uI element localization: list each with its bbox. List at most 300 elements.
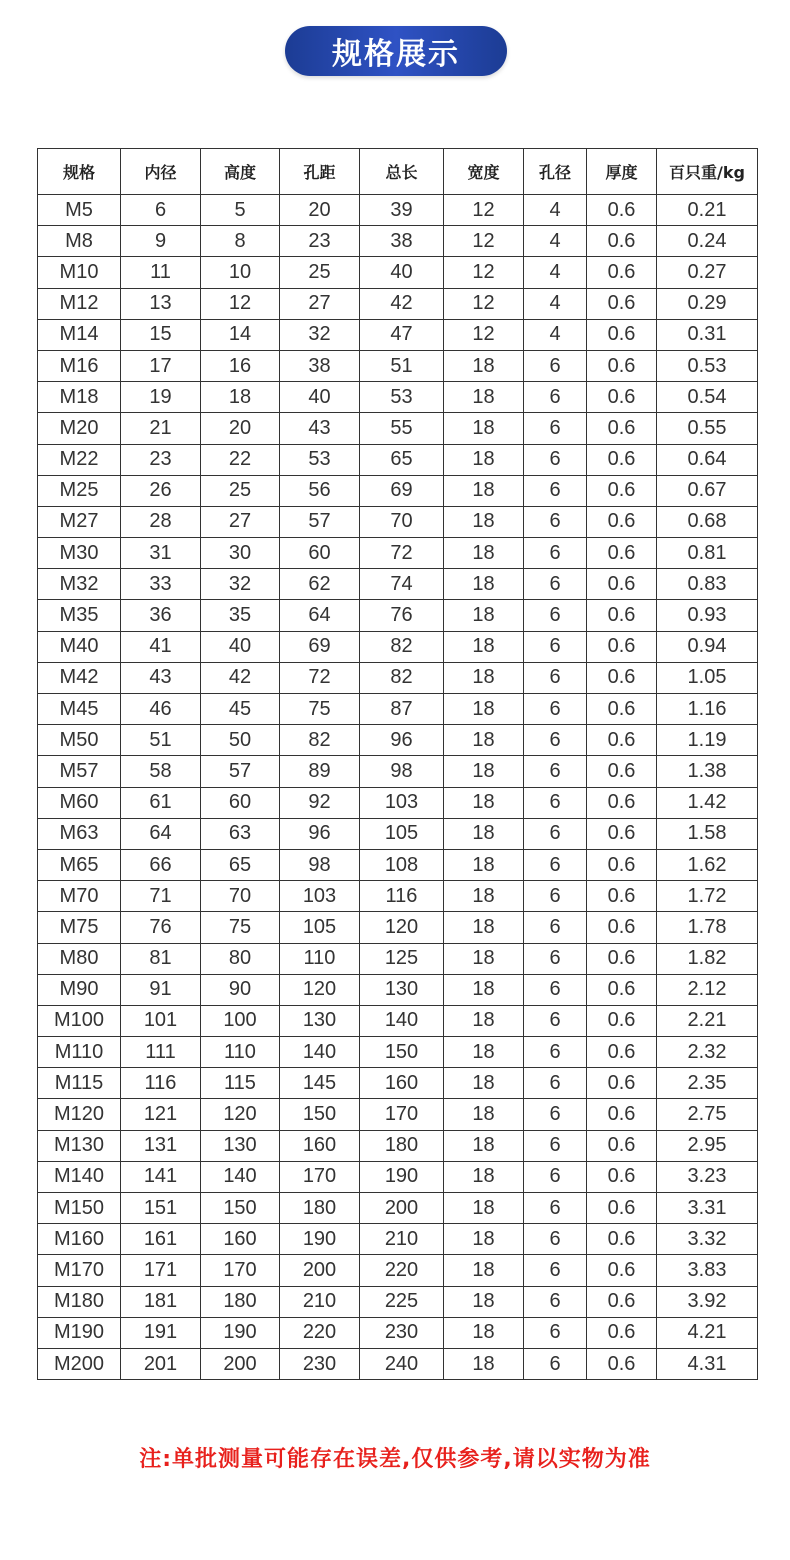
table-cell: 6 — [524, 1193, 587, 1224]
table-cell: 0.27 — [657, 257, 758, 288]
table-cell: 10 — [201, 257, 280, 288]
table-cell: 3.83 — [657, 1255, 758, 1286]
table-cell: 35 — [201, 600, 280, 631]
column-header: 内径 — [121, 149, 201, 195]
table-cell: M100 — [38, 1005, 121, 1036]
table-cell: M18 — [38, 382, 121, 413]
table-cell: M8 — [38, 226, 121, 257]
table-cell: 76 — [121, 912, 201, 943]
table-cell: 42 — [201, 662, 280, 693]
table-cell: 3.23 — [657, 1161, 758, 1192]
table-cell: 0.6 — [587, 257, 657, 288]
table-cell: 1.58 — [657, 818, 758, 849]
table-cell: 18 — [444, 1005, 524, 1036]
table-body — [38, 195, 758, 1380]
table-cell: 80 — [201, 943, 280, 974]
table-row — [38, 569, 758, 600]
table-row — [38, 1317, 758, 1348]
table-cell: 18 — [444, 350, 524, 381]
table-cell: 4 — [524, 319, 587, 350]
table-cell: 1.38 — [657, 756, 758, 787]
table-cell: 0.6 — [587, 1317, 657, 1348]
table-cell: 4.31 — [657, 1348, 758, 1379]
table-cell: 0.6 — [587, 288, 657, 319]
table-cell: 210 — [280, 1286, 360, 1317]
table-cell: M30 — [38, 538, 121, 569]
table-cell: 150 — [201, 1193, 280, 1224]
table-row — [38, 1068, 758, 1099]
table-cell: 6 — [524, 475, 587, 506]
table-cell: 0.6 — [587, 444, 657, 475]
table-cell: M63 — [38, 818, 121, 849]
table-cell: 6 — [524, 1286, 587, 1317]
table-cell: 38 — [280, 350, 360, 381]
column-header: 宽度 — [444, 149, 524, 195]
table-cell: 111 — [121, 1037, 201, 1068]
table-cell: 72 — [280, 662, 360, 693]
table-cell: 190 — [360, 1161, 444, 1192]
table-row — [38, 631, 758, 662]
table-cell: 18 — [444, 1255, 524, 1286]
table-cell: 4 — [524, 257, 587, 288]
table-cell: 75 — [201, 912, 280, 943]
table-cell: 0.93 — [657, 600, 758, 631]
table-cell: 40 — [360, 257, 444, 288]
table-cell: 120 — [360, 912, 444, 943]
table-cell: M70 — [38, 881, 121, 912]
table-cell: 70 — [201, 881, 280, 912]
table-cell: 56 — [280, 475, 360, 506]
table-cell: 25 — [280, 257, 360, 288]
table-cell: 2.32 — [657, 1037, 758, 1068]
table-cell: 0.6 — [587, 569, 657, 600]
table-cell: 0.6 — [587, 413, 657, 444]
table-cell: 201 — [121, 1348, 201, 1379]
table-row — [38, 257, 758, 288]
table-cell: M45 — [38, 694, 121, 725]
table-cell: 0.6 — [587, 475, 657, 506]
table-row — [38, 943, 758, 974]
table-row — [38, 1224, 758, 1255]
table-cell: 23 — [280, 226, 360, 257]
table-cell: 0.31 — [657, 319, 758, 350]
table-cell: 115 — [201, 1068, 280, 1099]
table-cell: 145 — [280, 1068, 360, 1099]
table-cell: 26 — [121, 475, 201, 506]
table-cell: 1.72 — [657, 881, 758, 912]
table-cell: 69 — [360, 475, 444, 506]
table-cell: 6 — [524, 382, 587, 413]
table-cell: M22 — [38, 444, 121, 475]
table-cell: 81 — [121, 943, 201, 974]
table-cell: 51 — [121, 725, 201, 756]
table-cell: 190 — [201, 1317, 280, 1348]
table-cell: 230 — [280, 1348, 360, 1379]
table-cell: 0.6 — [587, 725, 657, 756]
table-row — [38, 382, 758, 413]
table-cell: 180 — [280, 1193, 360, 1224]
table-row — [38, 1161, 758, 1192]
table-cell: 105 — [360, 818, 444, 849]
table-row — [38, 1193, 758, 1224]
table-cell: M75 — [38, 912, 121, 943]
table-cell: 18 — [444, 1037, 524, 1068]
table-row — [38, 1099, 758, 1130]
table-cell: 160 — [201, 1224, 280, 1255]
table-cell: 0.6 — [587, 382, 657, 413]
table-cell: 0.6 — [587, 1193, 657, 1224]
table-cell: 57 — [201, 756, 280, 787]
table-cell: 18 — [444, 569, 524, 600]
column-header: 孔距 — [280, 149, 360, 195]
table-cell: 0.6 — [587, 1037, 657, 1068]
table-cell: 6 — [524, 943, 587, 974]
table-cell: 74 — [360, 569, 444, 600]
table-cell: 0.53 — [657, 350, 758, 381]
table-cell: 220 — [280, 1317, 360, 1348]
table-cell: 89 — [280, 756, 360, 787]
table-row — [38, 350, 758, 381]
table-row — [38, 538, 758, 569]
table-cell: M140 — [38, 1161, 121, 1192]
table-cell: M150 — [38, 1193, 121, 1224]
table-cell: 12 — [444, 288, 524, 319]
table-cell: 6 — [524, 1130, 587, 1161]
table-row — [38, 818, 758, 849]
table-row — [38, 1005, 758, 1036]
table-cell: 3.32 — [657, 1224, 758, 1255]
table-cell: 240 — [360, 1348, 444, 1379]
table-cell: 14 — [201, 319, 280, 350]
table-cell: 11 — [121, 257, 201, 288]
table-cell: 6 — [524, 350, 587, 381]
table-cell: 105 — [280, 912, 360, 943]
table-cell: 96 — [280, 818, 360, 849]
table-cell: M27 — [38, 506, 121, 537]
table-cell: 0.21 — [657, 195, 758, 226]
table-row — [38, 600, 758, 631]
table-cell: 0.6 — [587, 600, 657, 631]
table-cell: 0.6 — [587, 1099, 657, 1130]
table-cell: 57 — [280, 506, 360, 537]
table-cell: 42 — [360, 288, 444, 319]
table-cell: 18 — [444, 538, 524, 569]
table-cell: 64 — [121, 818, 201, 849]
table-cell: 100 — [201, 1005, 280, 1036]
table-cell: M180 — [38, 1286, 121, 1317]
table-cell: 1.16 — [657, 694, 758, 725]
table-cell: 130 — [280, 1005, 360, 1036]
table-cell: 46 — [121, 694, 201, 725]
disclaimer-note: 注:单批测量可能存在误差,仅供参考,请以实物为准 — [139, 1447, 651, 1472]
table-cell: 0.24 — [657, 226, 758, 257]
table-cell: M10 — [38, 257, 121, 288]
table-cell: 160 — [280, 1130, 360, 1161]
table-cell: 0.6 — [587, 1255, 657, 1286]
table-cell: 9 — [121, 226, 201, 257]
page-title: 规格展示 — [332, 37, 460, 72]
table-cell: 0.6 — [587, 943, 657, 974]
table-cell: 140 — [201, 1161, 280, 1192]
table-row — [38, 319, 758, 350]
table-cell: M40 — [38, 631, 121, 662]
table-row — [38, 787, 758, 818]
table-row — [38, 1037, 758, 1068]
table-cell: 61 — [121, 787, 201, 818]
table-row — [38, 288, 758, 319]
table-cell: 21 — [121, 413, 201, 444]
table-cell: 91 — [121, 974, 201, 1005]
table-cell: 87 — [360, 694, 444, 725]
table-cell: 4 — [524, 195, 587, 226]
table-cell: 82 — [360, 662, 444, 693]
table-cell: 6 — [524, 1099, 587, 1130]
table-cell: 170 — [280, 1161, 360, 1192]
table-cell: 6 — [524, 413, 587, 444]
table-cell: 110 — [201, 1037, 280, 1068]
table-cell: 6 — [524, 1317, 587, 1348]
table-cell: 6 — [524, 569, 587, 600]
table-cell: 18 — [444, 1224, 524, 1255]
table-cell: 6 — [524, 1005, 587, 1036]
table-cell: M60 — [38, 787, 121, 818]
table-cell: 82 — [280, 725, 360, 756]
table-cell: 0.6 — [587, 1286, 657, 1317]
table-row — [38, 506, 758, 537]
table-cell: 101 — [121, 1005, 201, 1036]
table-cell: 18 — [444, 1317, 524, 1348]
table-cell: 43 — [121, 662, 201, 693]
table-cell: 6 — [524, 506, 587, 537]
table-cell: 0.6 — [587, 538, 657, 569]
table-cell: 17 — [121, 350, 201, 381]
table-cell: 82 — [360, 631, 444, 662]
table-cell: 12 — [444, 319, 524, 350]
table-cell: 121 — [121, 1099, 201, 1130]
table-cell: 41 — [121, 631, 201, 662]
table-cell: 0.81 — [657, 538, 758, 569]
table-cell: 50 — [201, 725, 280, 756]
table-row — [38, 849, 758, 880]
table-cell: 18 — [444, 1348, 524, 1379]
table-cell: 220 — [360, 1255, 444, 1286]
table-cell: 18 — [444, 475, 524, 506]
table-cell: 6 — [524, 662, 587, 693]
table-cell: 6 — [524, 1224, 587, 1255]
table-cell: 1.78 — [657, 912, 758, 943]
table-cell: 20 — [280, 195, 360, 226]
table-cell: 63 — [201, 818, 280, 849]
table-cell: 0.29 — [657, 288, 758, 319]
table-cell: 0.6 — [587, 226, 657, 257]
table-cell: 62 — [280, 569, 360, 600]
table-cell: 6 — [524, 849, 587, 880]
table-cell: 6 — [524, 818, 587, 849]
table-cell: 0.54 — [657, 382, 758, 413]
table-cell: 161 — [121, 1224, 201, 1255]
table-cell: 4 — [524, 226, 587, 257]
table-cell: 98 — [360, 756, 444, 787]
table-cell: M200 — [38, 1348, 121, 1379]
table-cell: 66 — [121, 849, 201, 880]
table-cell: 53 — [280, 444, 360, 475]
table-row — [38, 662, 758, 693]
table-cell: 0.94 — [657, 631, 758, 662]
column-header: 百只重/kg — [657, 149, 758, 195]
table-cell: 6 — [524, 881, 587, 912]
table-row — [38, 1348, 758, 1379]
table-cell: 18 — [444, 631, 524, 662]
table-cell: 150 — [360, 1037, 444, 1068]
table-cell: 200 — [201, 1348, 280, 1379]
table-cell: 0.6 — [587, 1005, 657, 1036]
table-row — [38, 444, 758, 475]
table-cell: 25 — [201, 475, 280, 506]
table-cell: 0.6 — [587, 1068, 657, 1099]
table-cell: 18 — [444, 756, 524, 787]
table-cell: 18 — [444, 600, 524, 631]
table-cell: 90 — [201, 974, 280, 1005]
table-cell: 27 — [280, 288, 360, 319]
table-cell: 3.31 — [657, 1193, 758, 1224]
table-cell: 51 — [360, 350, 444, 381]
table-cell: M14 — [38, 319, 121, 350]
table-cell: 18 — [444, 1068, 524, 1099]
title-banner — [285, 26, 507, 76]
table-cell: M57 — [38, 756, 121, 787]
table-cell: M90 — [38, 974, 121, 1005]
table-cell: 18 — [444, 1161, 524, 1192]
table-cell: 180 — [201, 1286, 280, 1317]
table-row — [38, 725, 758, 756]
table-cell: 3.92 — [657, 1286, 758, 1317]
table-cell: 6 — [524, 1348, 587, 1379]
table-cell: M42 — [38, 662, 121, 693]
table-cell: M160 — [38, 1224, 121, 1255]
table-cell: 170 — [201, 1255, 280, 1286]
table-cell: 0.6 — [587, 631, 657, 662]
table-cell: 191 — [121, 1317, 201, 1348]
table-cell: 0.6 — [587, 1348, 657, 1379]
table-cell: 33 — [121, 569, 201, 600]
table-cell: 18 — [444, 974, 524, 1005]
table-cell: 47 — [360, 319, 444, 350]
table-cell: 0.6 — [587, 912, 657, 943]
table-cell: 18 — [444, 382, 524, 413]
table-cell: 2.35 — [657, 1068, 758, 1099]
table-row — [38, 694, 758, 725]
table-cell: M65 — [38, 849, 121, 880]
table-cell: 6 — [524, 1068, 587, 1099]
table-cell: 65 — [201, 849, 280, 880]
table-cell: 0.6 — [587, 350, 657, 381]
table-cell: 27 — [201, 506, 280, 537]
table-cell: 38 — [360, 226, 444, 257]
table-cell: 1.82 — [657, 943, 758, 974]
table-cell: 18 — [444, 1099, 524, 1130]
table-cell: 0.64 — [657, 444, 758, 475]
table-cell: 12 — [444, 257, 524, 288]
table-cell: 181 — [121, 1286, 201, 1317]
table-cell: 0.67 — [657, 475, 758, 506]
table-cell: 160 — [360, 1068, 444, 1099]
table-cell: 72 — [360, 538, 444, 569]
table-cell: 16 — [201, 350, 280, 381]
spec-table — [37, 148, 758, 1380]
table-cell: 60 — [201, 787, 280, 818]
table-row — [38, 413, 758, 444]
table-row — [38, 226, 758, 257]
table-cell: 0.6 — [587, 506, 657, 537]
table-cell: 0.6 — [587, 818, 657, 849]
table-cell: 15 — [121, 319, 201, 350]
table-cell: 0.6 — [587, 974, 657, 1005]
table-cell: 130 — [201, 1130, 280, 1161]
table-cell: 4.21 — [657, 1317, 758, 1348]
table-cell: 2.95 — [657, 1130, 758, 1161]
table-cell: 6 — [524, 1161, 587, 1192]
table-row — [38, 1130, 758, 1161]
table-cell: 1.62 — [657, 849, 758, 880]
table-cell: 18 — [444, 662, 524, 693]
table-cell: 0.68 — [657, 506, 758, 537]
table-cell: 6 — [524, 600, 587, 631]
table-cell: 8 — [201, 226, 280, 257]
column-header: 厚度 — [587, 149, 657, 195]
table-cell: 13 — [121, 288, 201, 319]
table-cell: 151 — [121, 1193, 201, 1224]
table-cell: 110 — [280, 943, 360, 974]
table-cell: 1.05 — [657, 662, 758, 693]
table-cell: 98 — [280, 849, 360, 880]
table-cell: 12 — [444, 195, 524, 226]
table-cell: 150 — [280, 1099, 360, 1130]
table-cell: 190 — [280, 1224, 360, 1255]
table-cell: 0.6 — [587, 756, 657, 787]
table-cell: 45 — [201, 694, 280, 725]
table-cell: 18 — [444, 1193, 524, 1224]
table-cell: 116 — [121, 1068, 201, 1099]
table-cell: 120 — [201, 1099, 280, 1130]
table-cell: 125 — [360, 943, 444, 974]
column-header: 高度 — [201, 149, 280, 195]
table-cell: 103 — [360, 787, 444, 818]
table-cell: 75 — [280, 694, 360, 725]
table-row — [38, 1286, 758, 1317]
table-cell: 2.12 — [657, 974, 758, 1005]
table-cell: M35 — [38, 600, 121, 631]
table-cell: 76 — [360, 600, 444, 631]
table-cell: 18 — [444, 912, 524, 943]
table-cell: 6 — [524, 756, 587, 787]
table-cell: M16 — [38, 350, 121, 381]
table-cell: 170 — [360, 1099, 444, 1130]
table-cell: 6 — [524, 538, 587, 569]
table-row — [38, 974, 758, 1005]
table-cell: M5 — [38, 195, 121, 226]
table-cell: 39 — [360, 195, 444, 226]
table-cell: 20 — [201, 413, 280, 444]
table-cell: 6 — [524, 631, 587, 662]
table-cell: 6 — [524, 912, 587, 943]
table-cell: 18 — [444, 506, 524, 537]
table-cell: 18 — [444, 849, 524, 880]
table-cell: 0.6 — [587, 319, 657, 350]
table-cell: 0.6 — [587, 787, 657, 818]
table-cell: 31 — [121, 538, 201, 569]
table-cell: 71 — [121, 881, 201, 912]
table-cell: 2.75 — [657, 1099, 758, 1130]
